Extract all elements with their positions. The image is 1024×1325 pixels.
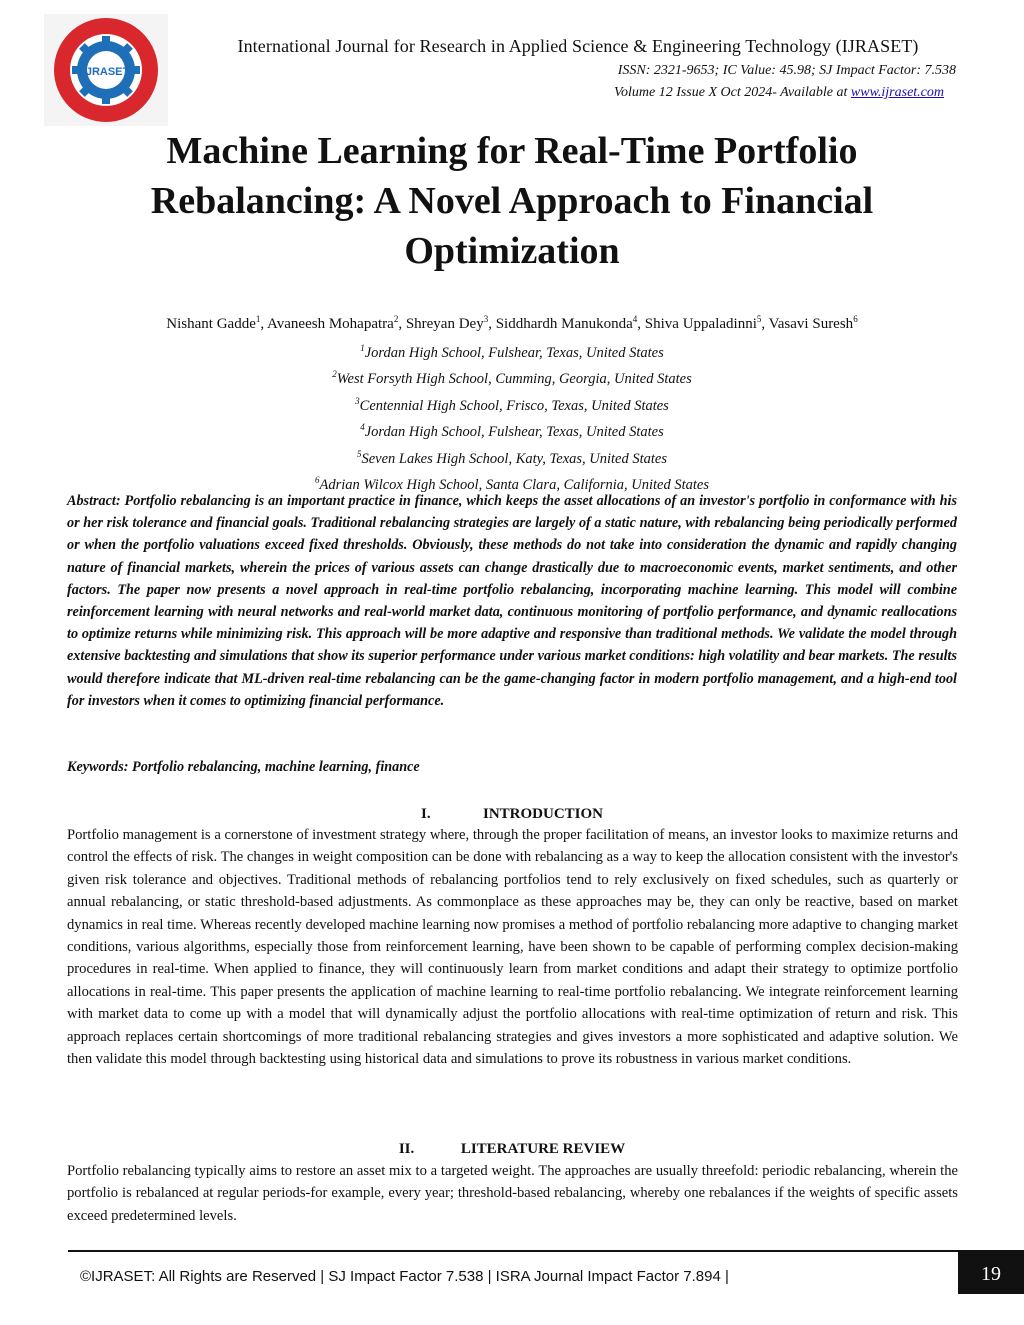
author-affiliation-number: 2 (393, 314, 399, 324)
title-line: Optimization (404, 230, 620, 272)
affiliation-text: West Forsyth High School, Cumming, Georgia, United States (336, 371, 692, 388)
author-affiliation-number: 5 (756, 314, 762, 324)
affiliation-text: Seven Lakes High School, Katy, Texas, United States (361, 450, 668, 467)
affiliation (60, 338, 964, 364)
affiliation-number: 6 (315, 475, 320, 486)
author-affiliation-number: 1 (255, 314, 261, 324)
section-title: LITERATURE REVIEW (460, 1141, 626, 1157)
footer-text: ©IJRASET: All Rights are Reserved | SJ Impact Factor 7.538 | ISRA Journal Impact Factor 7.894 | (80, 1268, 729, 1285)
journal-logo (44, 14, 168, 126)
affiliation (60, 391, 964, 417)
author-name: Vasavi Suresh$^6$ (768, 314, 858, 332)
affiliation-number: 1 (360, 343, 365, 353)
title-line: Machine Learning for Real-Time Portfolio (166, 130, 858, 172)
affiliation-number: 3 (355, 395, 360, 406)
abstract: Abstract: Portfolio rebalancing is an important practice in finance, which keeps the asset allocations of an investor's portfolio in conformance with his or her risk tolerance and financial goals. Traditional rebalancing strategies are largely of a static nature, with rebalancing being periodically performed or when the portfolio valuations exceed fixed thresholds. Obviously, these methods do not take into consideration the dynamic and rapidly changing nature of financial markets, wherein the prices of various assets can change drastically due to macroeconomic events, market sentiments, and other factors. The paper now presents a novel approach in real-time portfolio rebalancing, incorporating machine learning. This model will combine reinforcement learning with neural networks and real-world market data, continuous monitoring of portfolio performance, and dynamic reallocations to optimize returns while minimizing risk. This approach will be more adaptive and responsive than traditional methods. We validate the model through extensive backtesting and simulations that show its superior performance under various market conditions: high volatility and bear markets. The results would therefore indicate that ML-driven real-time rebalancing can be the game-changing factor in modern portfolio management, and a high-end tool for investors when it comes to optimizing financial performance. (67, 493, 957, 709)
affiliation-text: Jordan High School, Fulshear, Texas, United States (364, 424, 664, 441)
website-link[interactable]: www.ijraset.com (850, 85, 944, 100)
author-name: Shiva Uppaladinni$^5$ (644, 314, 762, 332)
affiliation-text: Adrian Wilcox High School, Santa Clara, California, United States (319, 476, 709, 493)
author-list: Nishant Gadde$^1$, Avaneesh Mohapatra$^2$, Shreyan Dey$^3$, Siddhardh Manukonda$^4$, Shiva Uppaladinni$^5$, Vasavi Suresh$^6$ (166, 314, 858, 332)
author-name: Nishant Gadde$^1$ (166, 314, 261, 332)
affiliation-text: Centennial High School, Frisco, Texas, United States (359, 397, 669, 414)
author-affiliation-number: 3 (483, 314, 489, 324)
affiliation-number: 5 (356, 448, 362, 459)
affiliation (60, 417, 964, 443)
literature-review-text: Portfolio rebalancing typically aims to restore an asset mix to a targeted weight. The approaches are usually threefold: periodic rebalancing, wherein the portfolio is rebalanced at regular periods-for example, every year; threshold-based rebalancing, whereby one rebalances if the weights of specific assets exceed predetermined levels. (67, 1163, 958, 1224)
footer-rule (68, 1250, 958, 1252)
journal-name: International Journal for Research in Applied Science & Engineering Technology (IJRASET) (237, 36, 919, 56)
volume-line (614, 85, 944, 101)
paper-title (70, 126, 954, 276)
title-line: Rebalancing: A Novel Approach to Financial (150, 180, 874, 222)
affiliation-number: 4 (360, 422, 365, 433)
author-name: Siddhardh Manukonda$^4$ (495, 314, 638, 332)
section-heading-introduction (67, 806, 957, 823)
introduction-text: Portfolio management is a cornerstone of investment strategy where, through the proper facilitation of means, an investor looks to maximize returns and control the effects of risk. The changes in weight composition can be done with rebalancing as a way to keep the allocation consistent with the investor's given risk tolerance and objectives. Traditional methods of rebalancing portfolios tend to rely exclusively on fixed schedules, such as quarterly or annual rebalancing, or static threshold-based adjustments. As commonplace as these approaches may be, they can only be reactive, based on market dynamics in real time. Whereas recently developed machine learning now promises a method of portfolio rebalancing more adaptive to changing market conditions, various algorithms, especially those from reinforcement learning, have been shown to be capable of performing complex decision-making procedures in real-time. When applied to finance, they will continuously learn from market conditions and adapt their strategy to optimize portfolio allocations in real-time. This paper presents the application of machine learning to real-time portfolio rebalancing. We integrate reinforcement learning with market data to come up with a model that will dynamically adjust the portfolio allocations with real-time optimization of return and risk. This approach replaces certain shortcomings of more traditional rebalancing strategies and gives investors a more sophisticated and adaptive solution. We then validate this model through backtesting using historical data and simulations to prove its robustness in various market conditions. (67, 827, 958, 1068)
affiliation (60, 364, 964, 390)
affiliation-text: Jordan High School, Fulshear, Texas, United States (364, 344, 664, 361)
section-heading-literature-review (67, 1141, 957, 1158)
author-name: Avaneesh Mohapatra$^2$ (267, 314, 399, 332)
issn-line: ISSN: 2321-9653; IC Value: 45.98; SJ Impact Factor: 7.538 (617, 63, 956, 78)
affiliation-number: 2 (332, 369, 337, 380)
affiliation-list (60, 338, 964, 497)
author-name: Shreyan Dey$^3$ (405, 314, 489, 332)
logo-text: IJRASET (82, 66, 130, 78)
volume-text: Volume 12 Issue X Oct 2024- Available at (613, 85, 851, 100)
section-number: I. (420, 806, 431, 822)
section-title: INTRODUCTION (482, 806, 603, 822)
author-affiliation-number: 6 (853, 314, 858, 324)
author-affiliation-number: 4 (632, 314, 638, 324)
keywords: Keywords: Portfolio rebalancing, machine learning, finance (67, 759, 420, 775)
section-number: II. (398, 1141, 415, 1157)
page-number: 19 (958, 1250, 1024, 1294)
affiliation (60, 444, 964, 470)
